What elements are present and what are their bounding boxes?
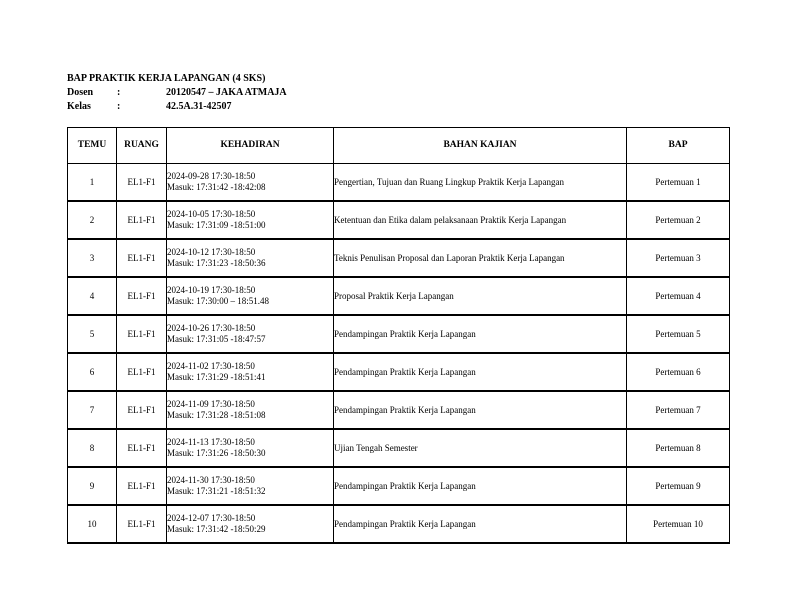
jadwal-text: 2024-10-12 17:30-18:50 — [167, 247, 256, 257]
masuk-text: Masuk: 17:31:28 -18:51:08 — [167, 410, 266, 420]
temu-cell: 1 — [68, 164, 117, 202]
jadwal-text: 2024-12-07 17:30-18:50 — [167, 513, 256, 523]
masuk-text: Masuk: 17:31:09 -18:51:00 — [167, 220, 266, 230]
ruang-cell: EL1-F1 — [117, 201, 167, 239]
bap-cell: Pertemuan 7 — [627, 391, 730, 429]
kehadiran-cell — [167, 239, 334, 277]
bahan-text: Pendampingan Praktik Kerja Lapangan — [334, 366, 476, 377]
kehadiran-cell — [167, 315, 334, 353]
dosen-row — [67, 86, 287, 100]
ruang-cell: EL1-F1 — [117, 164, 167, 202]
table-row — [68, 505, 730, 543]
bahan-text: Pengertian, Tujuan dan Ruang Lingkup Praktik Kerja Lapangan — [334, 176, 564, 187]
table-row — [68, 239, 730, 277]
jadwal-text: 2024-11-30 17:30-18:50 — [167, 475, 255, 485]
column-header-bap: BAP — [627, 128, 730, 164]
bahan-text: Pendampingan Praktik Kerja Lapangan — [334, 328, 476, 339]
kelas-value: 42.5A.31-42507 — [166, 101, 232, 112]
masuk-text: Masuk: 17:31:05 -18:47:57 — [167, 334, 266, 344]
dosen-label: Dosen — [67, 87, 94, 98]
attendance-table — [67, 127, 730, 544]
bahan-kajian-cell — [334, 505, 627, 543]
bahan-kajian-cell — [334, 391, 627, 429]
bahan-text: Pendampingan Praktik Kerja Lapangan — [334, 518, 476, 529]
jadwal-text: 2024-11-09 17:30-18:50 — [167, 399, 255, 409]
column-header-kehadiran: KEHADIRAN — [167, 128, 334, 164]
temu-cell: 9 — [68, 467, 117, 505]
masuk-text: Masuk: 17:31:29 -18:51:41 — [167, 372, 266, 382]
jadwal-text: 2024-11-02 17:30-18:50 — [167, 361, 255, 371]
bap-cell: Pertemuan 6 — [627, 353, 730, 391]
kelas-colon: : — [117, 101, 121, 112]
kehadiran-cell — [167, 164, 334, 202]
bap-cell: Pertemuan 3 — [627, 239, 730, 277]
temu-cell: 7 — [68, 391, 117, 429]
column-header-bahan-kajian: BAHAN KAJIAN — [334, 128, 627, 164]
ruang-cell: EL1-F1 — [117, 505, 167, 543]
bahan-kajian-cell — [334, 353, 627, 391]
kehadiran-cell — [167, 467, 334, 505]
dosen-value: 20120547 – JAKA ATMAJA — [166, 87, 287, 98]
bap-cell: Pertemuan 9 — [627, 467, 730, 505]
page-title: BAP PRAKTIK KERJA LAPANGAN (4 SKS) — [67, 73, 266, 84]
table-row — [68, 391, 730, 429]
bahan-kajian-cell — [334, 201, 627, 239]
table-row — [68, 429, 730, 467]
bap-cell: Pertemuan 8 — [627, 429, 730, 467]
bahan-text: Ujian Tengah Semester — [334, 442, 418, 453]
bahan-kajian-cell — [334, 239, 627, 277]
header-title-row — [67, 72, 287, 86]
jadwal-text: 2024-10-19 17:30-18:50 — [167, 285, 256, 295]
table-row — [68, 164, 730, 202]
jadwal-text: 2024-10-05 17:30-18:50 — [167, 209, 256, 219]
kehadiran-cell — [167, 429, 334, 467]
kehadiran-cell — [167, 277, 334, 315]
temu-cell: 6 — [68, 353, 117, 391]
bap-cell: Pertemuan 2 — [627, 201, 730, 239]
bahan-text: Pendampingan Praktik Kerja Lapangan — [334, 404, 476, 415]
ruang-cell: EL1-F1 — [117, 315, 167, 353]
temu-cell: 4 — [68, 277, 117, 315]
table-row — [68, 315, 730, 353]
kelas-row — [67, 100, 287, 114]
bap-cell: Pertemuan 4 — [627, 277, 730, 315]
temu-cell: 10 — [68, 505, 117, 543]
ruang-cell: EL1-F1 — [117, 391, 167, 429]
bahan-text: Teknis Penulisan Proposal dan Laporan Praktik Kerja Lapangan — [334, 252, 565, 263]
temu-cell: 3 — [68, 239, 117, 277]
masuk-text: Masuk: 17:31:42 -18:50:29 — [167, 524, 266, 534]
masuk-text: Masuk: 17:31:23 -18:50:36 — [167, 258, 266, 268]
kehadiran-cell — [167, 391, 334, 429]
kehadiran-cell — [167, 201, 334, 239]
ruang-cell: EL1-F1 — [117, 429, 167, 467]
kehadiran-cell — [167, 505, 334, 543]
jadwal-text: 2024-11-13 17:30-18:50 — [167, 437, 255, 447]
table-row — [68, 277, 730, 315]
bahan-kajian-cell — [334, 429, 627, 467]
bahan-kajian-cell — [334, 277, 627, 315]
bahan-text: Pendampingan Praktik Kerja Lapangan — [334, 480, 476, 491]
table-row — [68, 201, 730, 239]
table-header-row — [68, 128, 730, 164]
jadwal-text: 2024-09-28 17:30-18:50 — [167, 171, 256, 181]
ruang-cell: EL1-F1 — [117, 277, 167, 315]
table-row — [68, 353, 730, 391]
temu-cell: 5 — [68, 315, 117, 353]
masuk-text: Masuk: 17:31:42 -18:42:08 — [167, 182, 266, 192]
dosen-colon: : — [117, 87, 121, 98]
temu-cell: 8 — [68, 429, 117, 467]
bahan-kajian-cell — [334, 164, 627, 202]
ruang-cell: EL1-F1 — [117, 353, 167, 391]
column-header-ruang: RUANG — [117, 128, 167, 164]
bap-cell: Pertemuan 5 — [627, 315, 730, 353]
bap-cell: Pertemuan 10 — [627, 505, 730, 543]
column-header-temu: TEMU — [68, 128, 117, 164]
kehadiran-cell — [167, 353, 334, 391]
masuk-text: Masuk: 17:31:21 -18:51:32 — [167, 486, 266, 496]
bahan-text: Ketentuan dan Etika dalam pelaksanaan Praktik Kerja Lapangan — [334, 214, 567, 225]
bap-cell: Pertemuan 1 — [627, 164, 730, 202]
document-header — [67, 72, 287, 114]
bahan-text: Proposal Praktik Kerja Lapangan — [334, 290, 454, 301]
bahan-kajian-cell — [334, 315, 627, 353]
ruang-cell: EL1-F1 — [117, 467, 167, 505]
ruang-cell: EL1-F1 — [117, 239, 167, 277]
masuk-text: Masuk: 17:30:00 – 18:51.48 — [167, 296, 270, 306]
bahan-kajian-cell — [334, 467, 627, 505]
table-row — [68, 467, 730, 505]
masuk-text: Masuk: 17:31:26 -18:50:30 — [167, 448, 266, 458]
jadwal-text: 2024-10-26 17:30-18:50 — [167, 323, 256, 333]
temu-cell: 2 — [68, 201, 117, 239]
kelas-label: Kelas — [67, 101, 91, 112]
